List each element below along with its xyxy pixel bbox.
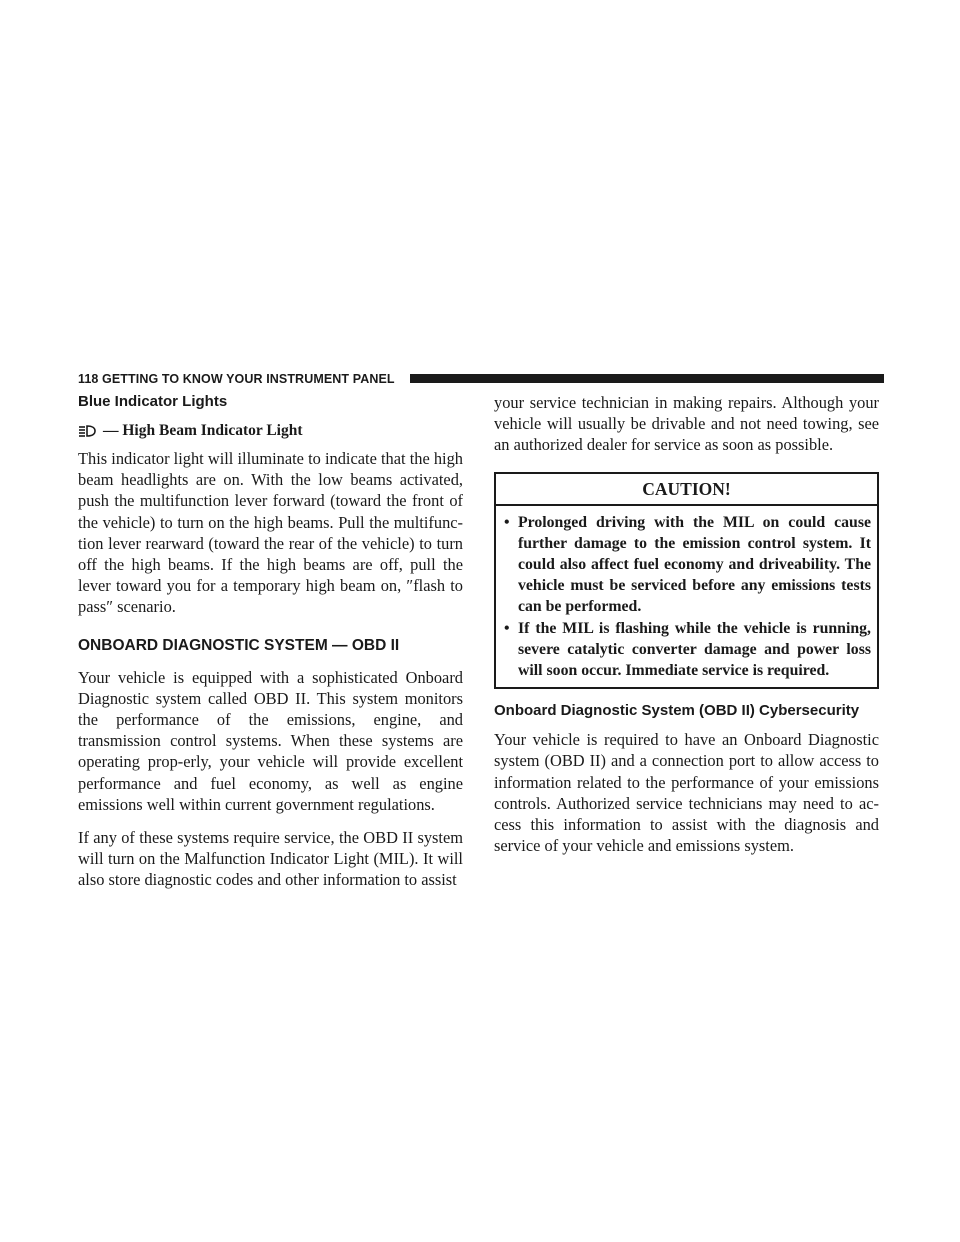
- obd-heading: ONBOARD DIAGNOSTIC SYSTEM — OBD II: [78, 636, 400, 654]
- page-number: 118: [78, 372, 99, 386]
- section-title: GETTING TO KNOW YOUR INSTRUMENT PANEL: [102, 372, 395, 386]
- cybersecurity-heading: Onboard Diagnostic System (OBD II) Cybersecurity: [494, 702, 860, 720]
- caution-item: • Prolonged driving with the MIL on could cause further damage to the emission control system. It could also affect fuel economy and driveability. The vehicle must be serviced before any emissions tests can be performed.: [504, 513, 871, 616]
- right-column: [494, 392, 879, 856]
- bullet: •: [504, 513, 510, 531]
- obd-paragraph-1: Your vehicle is equipped with a sophisticated Onboard Diagnostic system called OBD II. This system monitors the performance of the emissions, engine, and transmission control systems. When these systems are operating prop-erly, your vehicle will provide excellent performance and fuel economy, as well as engine emissions well within current government regulations.: [78, 667, 463, 814]
- caution-list: [496, 506, 877, 688]
- blue-indicator-heading: Blue Indicator Lights: [78, 393, 228, 410]
- caution-box: [494, 472, 879, 690]
- bullet: •: [504, 619, 510, 637]
- high-beam-label: — High Beam Indicator Light: [103, 422, 303, 439]
- obd-paragraph-2: If any of these systems require service, the OBD II system will turn on the Malfunction Indicator Light (MIL). It will also store diagnostic codes and other information to assist: [78, 828, 463, 890]
- continued-paragraph: your service technician in making repairs. Although your vehicle will usually be drivable and not need towing, see an authorized dealer for service as soon as possible.: [494, 393, 879, 455]
- high-beam-icon: [78, 424, 98, 438]
- page-header: [78, 372, 884, 386]
- caution-title: CAUTION!: [496, 474, 877, 506]
- high-beam-subheading: [78, 421, 463, 441]
- running-header: [78, 372, 395, 386]
- header-rule: [410, 374, 884, 383]
- left-column: [78, 392, 463, 891]
- caution-item: • If the MIL is flashing while the vehicle is running, severe catalytic converter damage and power loss will soon occur. Immediate service is required.: [504, 619, 871, 680]
- cybersecurity-paragraph: Your vehicle is required to have an Onboard Diagnostic system (OBD II) and a connection port to allow access to information related to the performance of your emissions controls. Authorized service technicians may need to ac-cess this information to assist with the diagnosis and service of your vehicle and emissions system.: [494, 730, 879, 856]
- high-beam-paragraph: This indicator light will illuminate to indicate that the high beam headlights are on. With the low beams activated, push the multifunction lever forward (toward the front of the vehicle) to turn on the high beams. Pull the multifunc-tion lever rearward (toward the rear of the vehicle) to turn off the high beams. If the high beams are off, pull the lever toward you for a temporary high beam on, ″flash to pass″ scenario.: [78, 449, 463, 617]
